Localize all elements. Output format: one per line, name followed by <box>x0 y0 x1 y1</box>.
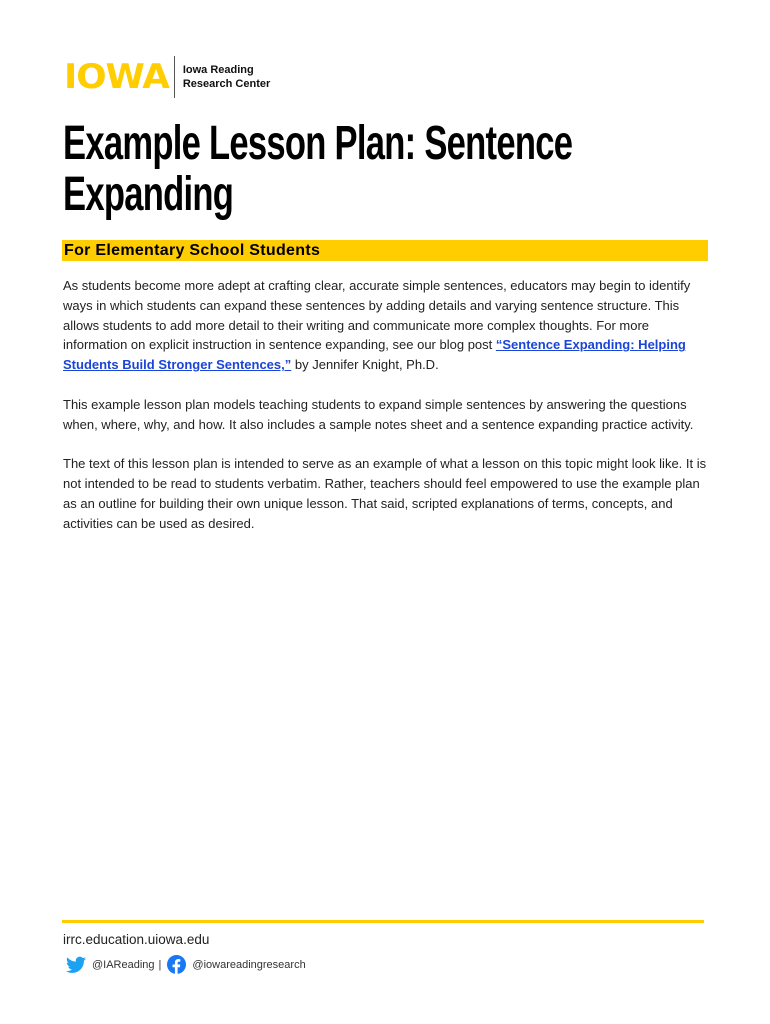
logo-org-name <box>183 63 270 91</box>
footer-divider <box>62 920 704 923</box>
twitter-handle[interactable]: @IAReading <box>92 958 155 971</box>
social-separator: | <box>158 958 162 971</box>
audience-subheading: For Elementary School Students <box>62 240 708 261</box>
iowa-wordmark: IOWA <box>64 57 169 97</box>
facebook-handle[interactable]: @iowareadingresearch <box>192 958 306 971</box>
overview-paragraph: This example lesson plan models teaching students to expand simple sentences by answering the questions when, where, why, and how. It also includes a sample notes sheet and a sentence expanding practice activity. <box>63 396 694 432</box>
intro-paragraph <box>63 276 713 375</box>
social-links <box>66 955 306 974</box>
page-title: Example Lesson Plan: Sentence Expanding <box>63 117 573 221</box>
intro-text: As students become more adept at crafting clear, accurate simple sentences, educators may begin to identify ways in which students can expand these sentences by adding details and varying sentence structure. This allows students to add more detail to their writing and communicate more complex thoughts. For more information on explicit instruction in sentence expanding, see our blog post <box>63 278 691 353</box>
logo-divider <box>174 56 175 98</box>
blog-post-link[interactable]: “Sentence Expanding: Helping Students Build Stronger Sentences,” <box>63 337 686 373</box>
usage-note-paragraph: The text of this lesson plan is intended to serve as an example of what a lesson on this topic might look like. It is not intended to be read to students verbatim. Rather, teachers should feel empowered to use the example plan as an outline for building their own unique lesson. That said, scripted explanations of terms, concepts, and activities can be used as desired. <box>63 456 707 531</box>
website-url[interactable]: irrc.education.uiowa.edu <box>63 932 210 947</box>
twitter-icon[interactable] <box>66 956 86 974</box>
author-credit: by Jennifer Knight, Ph.D. <box>291 357 439 373</box>
logo-line-2: Research Center <box>182 78 271 90</box>
intro-body <box>63 276 713 553</box>
facebook-icon[interactable] <box>167 955 186 974</box>
logo-line-1: Iowa Reading <box>182 64 254 76</box>
irrc-logo <box>64 56 270 98</box>
